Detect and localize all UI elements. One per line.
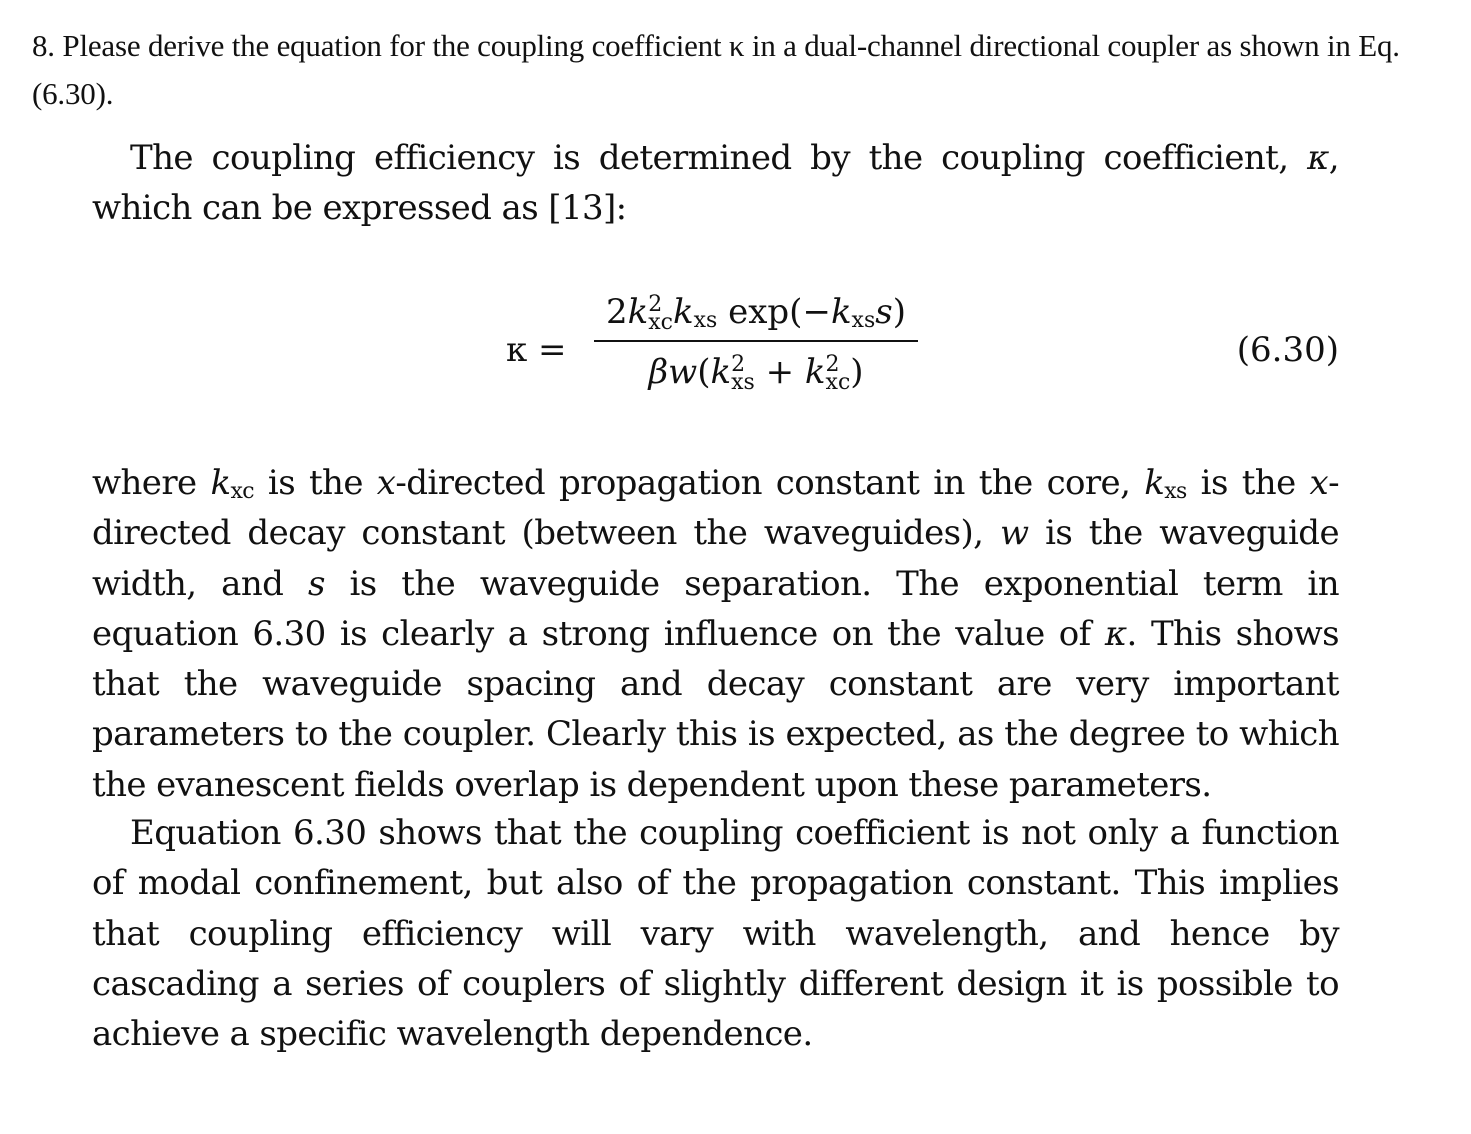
equation-denominator: βw(k 2 xs + k 2 xc ) (648, 352, 864, 395)
paragraph-conclusion: Equation 6.30 shows that the coupling coefficient is not only a function of modal confinement, but also of the propagation constant. This implies that coupling efficiency will vary with wavelength, and hence by cascading a series of couplers of slightly different design it is possible to achieve a specific wavelength dependence. (92, 813, 1339, 1055)
equation-number: (6.30) (1236, 330, 1339, 370)
k-xs-symbol: k (1144, 463, 1165, 503)
intro-text-before: The coupling efficiency is determined by the coupling coefficient, (130, 138, 1308, 178)
kappa-symbol: κ (1307, 138, 1329, 178)
equation-fraction (594, 290, 918, 394)
paragraph-definitions: where $k_{xc}$ is the x-directed propagation constant in the core, $k_{xs}$ is the x-directed decay constant (between the waveguides), w is the waveguide width, and s is the waveguide separation. The exponential term in equation 6.30 is clearly a strong influence on the value of κ. This shows that the waveguide spacing and decay constant are very important parameters to the coupler. Clearly this is expected, as the degree to which the evanescent fields overlap is dependent upon these parameters. (92, 463, 1340, 805)
fraction-bar (594, 340, 918, 342)
equation-numerator: 2k 2 xc $k_{xs}$ $\exp(-k_{xs}s)$ (606, 292, 906, 335)
k-xc-symbol: k (210, 463, 231, 503)
intro-text-after: , which can be expressed as [13]: (92, 138, 1339, 229)
paragraph-intro (92, 133, 1339, 234)
question-text: 8. Please derive the equation for the coupling coefficient κ in a dual-channel directional coupler as shown in Eq. (6.30). (32, 28, 1400, 111)
equation-lhs: κ = (506, 330, 567, 370)
equation-6-30 (92, 290, 1339, 410)
